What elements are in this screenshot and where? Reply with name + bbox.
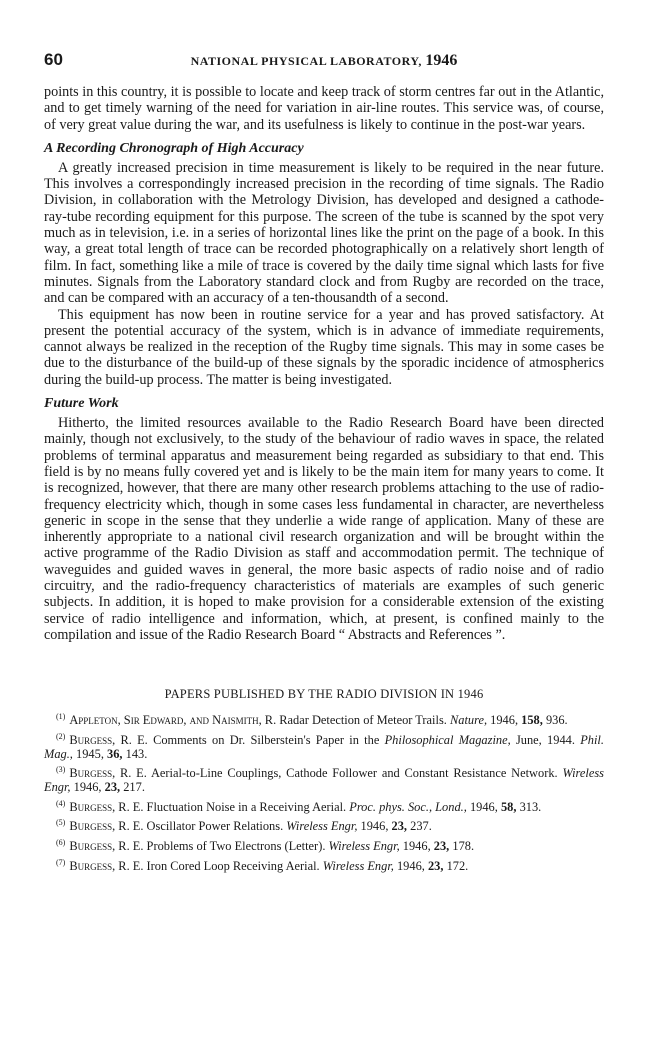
running-title-text: NATIONAL PHYSICAL LABORATORY, — [190, 54, 422, 68]
section-heading-chronograph: A Recording Chronograph of High Accuracy — [44, 140, 304, 156]
reference-list — [44, 710, 604, 873]
running-title — [44, 52, 604, 70]
running-head — [44, 50, 604, 74]
future-work-paragraph: Hitherto, the limited resources available to the Radio Research Board have been directed mainly, though not exclusively, to the study of the behaviour of radio waves in space, the related problems of terminal apparatus and measurement being regarded as subsidiary to that end. This field is by no means fully covered yet and is likely to be the main item for many years to come. It is recognized, however, that there are many other research problems attaching to the use of radio-frequency electricity which, though in some cases less fundamental in character, are nevertheless generic in scope in the sense that they underlie a wide range of application. Many of these are inherently appropriate to a national civil research organization and will be brought within the active programme of the Radio Division as staff and accommodation permit. The technique of waveguides and guided waves in general, the more basic aspects of radio noise and of radio circuitry, and the radio-frequency characteristics of materials are examples of such generic subjects. In addition, it is hoped to make provision for a considerable extension of the existing service of radio intelligence and information, which, at present, is confined mainly to the compilation and issue of the Radio Research Board “ Abstracts and References ”. — [44, 415, 604, 643]
reference-item: $^{(6)}$ Burgess, R. E. Problems of Two Electrons (Letter). Wireless Engr, 1946, 23, 178. — [56, 837, 475, 854]
reference-item: $^{(3)}$ Burgess, R. E. Aerial-to-Line Couplings, Cathode Follower and Constant Resistance Network. Wireless Engr, 1946, 23, 217. — [44, 765, 604, 794]
reference-item: $^{(5)}$ Burgess, R. E. Oscillator Power Relations. Wireless Engr, 1946, 23, 237. — [56, 818, 432, 834]
papers-heading: PAPERS PUBLISHED BY THE RADIO DIVISION IN 1946 — [164, 687, 484, 702]
document-page — [44, 50, 604, 875]
chronograph-paragraph-1: A greatly increased precision in time measurement is likely to be required in the near future. This involves a correspondingly increased precision in the recording of time signals. The Radio Division, in collaboration with the Metrology Division, has developed and designed a cathode-ray-tube recording equipment for this purpose. The screen of the tube is scanned by the spot very much as in television, i.e. in a series of horizontal lines like the print on the page of a book. In this way, a great total length of trace can be recorded photographically on a relatively short length of film. In fact, something like a mile of trace is covered by the daily time signal which lasts for five minutes. Signals from the Laboratory standard clock and from Rugby are recorded on the trace, and can be compared with an accuracy of a ten-thousandth of a second. — [44, 159, 604, 307]
reference-item: $^{(2)}$ Burgess, R. E. Comments on Dr. Silberstein's Paper in the Philosophical Magazine, June, 1944. Phil. Mag., 1945, 36, 143. — [44, 731, 604, 761]
reference-item: $^{(1)}$ Appleton, Sir Edward, and Naismith, R. Radar Detection of Meteor Trails. Nature, 1946, 158, 936. — [56, 712, 568, 728]
section-heading-future-work: Future Work — [44, 396, 119, 412]
running-title-year: 1946 — [425, 52, 458, 69]
reference-item: $^{(7)}$ Burgess, R. E. Iron Cored Loop Receiving Aerial. Wireless Engr, 1946, 23, 172. — [56, 857, 469, 873]
page-number: 60 — [44, 50, 63, 69]
reference-item: $^{(4)}$ Burgess, R. E. Fluctuation Noise in a Receiving Aerial. Proc. phys. Soc., Lond., 1946, 58, 313. — [56, 798, 542, 814]
intro-paragraph: points in this country, it is possible to locate and keep track of storm centres far out in the Atlantic, and to get timely warning of the need for variation in air-line routes. This service was, of course, of very great value during the war, and its usefulness is likely to continue in the post-war years. — [44, 84, 604, 133]
chronograph-paragraph-2: This equipment has now been in routine service for a year and has proved satisfactory. At present the potential accuracy of the system, which is in advance of immediate requirements, cannot always be realized in the reception of the Rugby time signals. This may in some cases be due to the disturbance of the build-up of these signals by the sporadic incidence of atmospherics during the build-up process. The matter is being investigated. — [44, 306, 604, 388]
